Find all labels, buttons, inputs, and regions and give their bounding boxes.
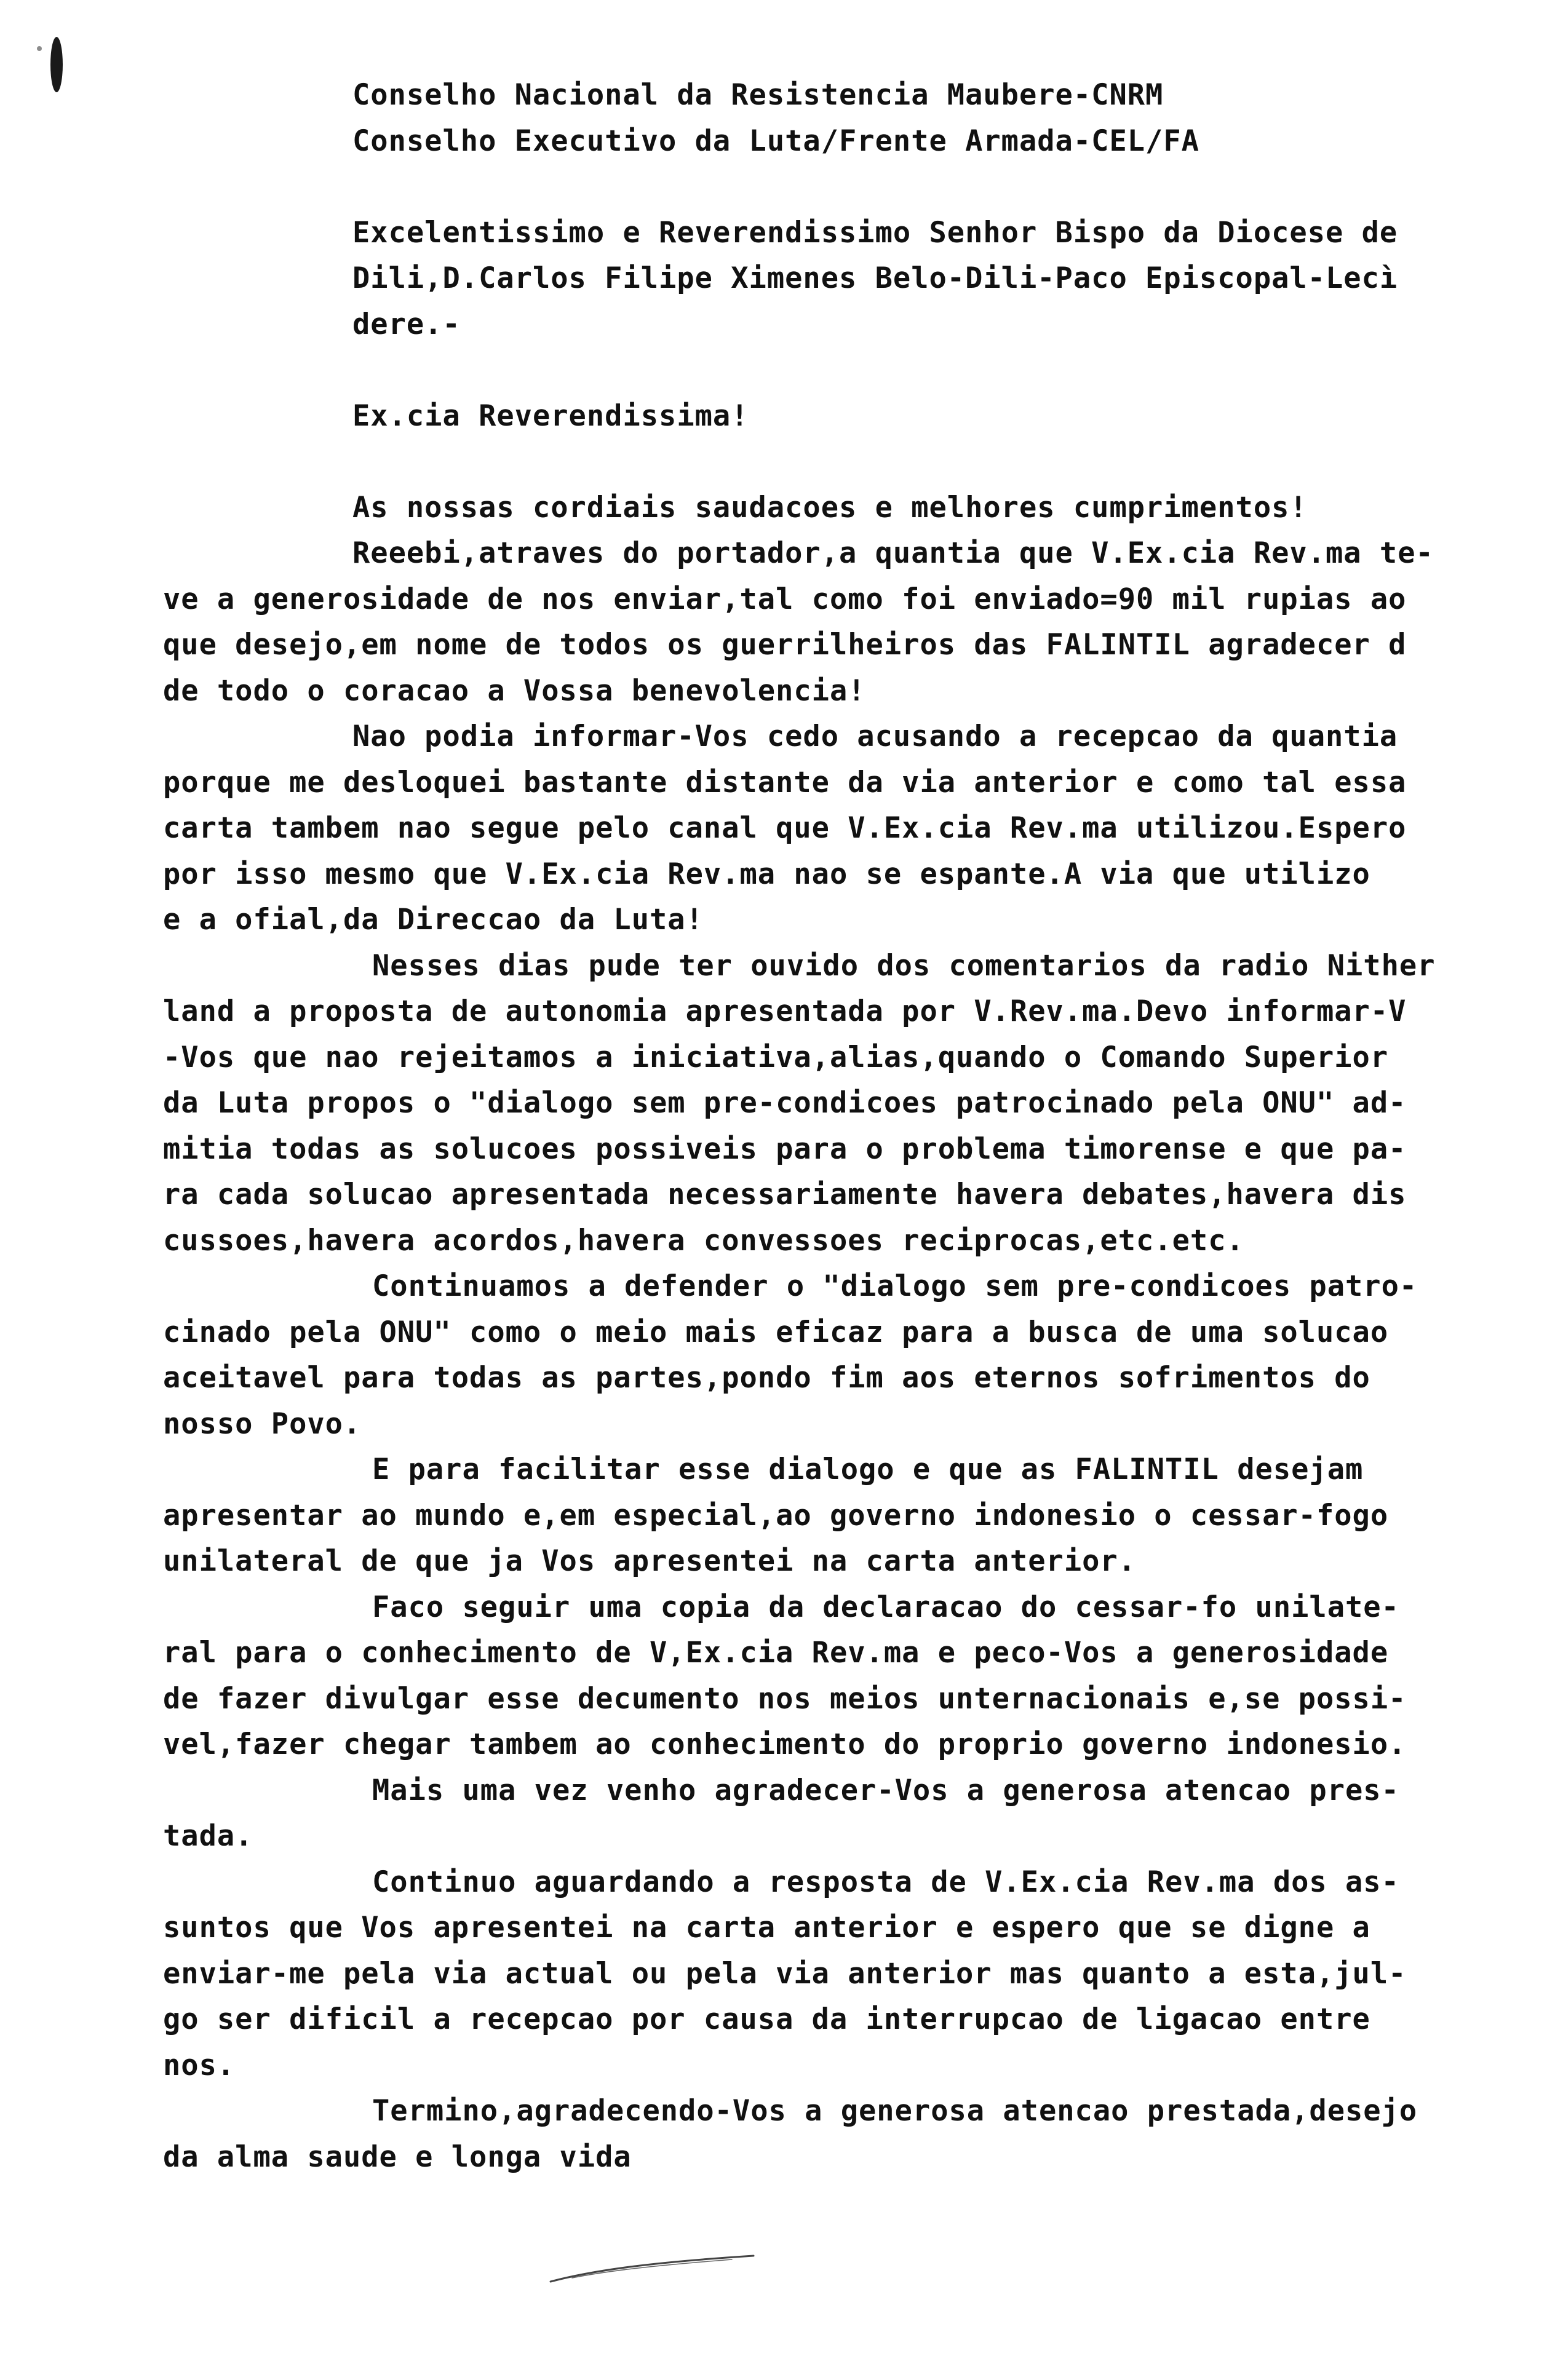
paragraph-4-line: da Luta propos o "dialogo sem pre-condicoes patrocinado pela ONU" ad-	[163, 1086, 1407, 1120]
salutation: Ex.cia Reverendissima!	[352, 399, 749, 433]
address-line-2: Dili,D.Carlos Filipe Ximenes Belo-Dili-Paco Episcopal-Lecì	[352, 261, 1398, 295]
paragraph-10-line: da alma saude e longa vida	[163, 2140, 632, 2174]
paragraph-5-line: cinado pela ONU" como o meio mais eficaz para a busca de uma solucao	[163, 1315, 1389, 1349]
ink-speck	[37, 46, 42, 51]
paragraph-5-line: aceitavel para todas as partes,pondo fim aos eternos sofrimentos do	[163, 1361, 1370, 1395]
paragraph-8-line: tada.	[163, 1819, 253, 1853]
paragraph-2-line: Reeebi,atraves do portador,a quantia que V.Ex.cia Rev.ma te-	[352, 536, 1434, 570]
pen-scratch	[547, 2251, 757, 2288]
paragraph-7-line: vel,fazer chegar tambem ao conhecimento do proprio governo indonesio.	[163, 1727, 1407, 1761]
ink-blot	[50, 37, 63, 92]
paragraph-2-line: que desejo,em nome de todos os guerrilheiros das FALINTIL agradecer d	[163, 628, 1407, 662]
paragraph-3-line: porque me desloquei bastante distante da via anterior e como tal essa	[163, 765, 1407, 799]
paragraph-9-line: nos.	[163, 2048, 236, 2082]
paragraph-3-line: carta tambem nao segue pelo canal que V.Ex.cia Rev.ma utilizou.Espero	[163, 811, 1407, 845]
paragraph-3-line: por isso mesmo que V.Ex.cia Rev.ma nao se espante.A via que utilizo	[163, 857, 1370, 891]
spacer	[163, 439, 1504, 485]
paragraph-3-line: e a ofial,da Direccao da Luta!	[163, 903, 704, 937]
paragraph-4-line: land a proposta de autonomia apresentada por V.Rev.ma.Devo informar-V	[163, 994, 1407, 1028]
address-line-3: dere.-	[352, 307, 461, 341]
paragraph-6-line: E para facilitar esse dialogo e que as FALINTIL desejam	[372, 1453, 1364, 1486]
paragraph-9-line: Continuo aguardando a resposta de V.Ex.cia Rev.ma dos as-	[372, 1865, 1399, 1899]
paragraph-6-line: apresentar ao mundo e,em especial,ao governo indonesio o cessar-fogo	[163, 1498, 1389, 1533]
paragraph-4-line: mitia todas as solucoes possiveis para o problema timorense e que pa-	[163, 1132, 1407, 1166]
paragraph-5-line: Continuamos a defender o "dialogo sem pre-condicoes patro-	[372, 1269, 1418, 1303]
paragraph-7-line: ral para o conhecimento de V,Ex.cia Rev.ma e peco-Vos a generosidade	[163, 1636, 1389, 1670]
paragraph-2-line: ve a generosidade de nos enviar,tal como foi enviado=90 mil rupias ao	[163, 582, 1407, 616]
paragraph-9-line: suntos que Vos apresentei na carta anterior e espero que se digne a	[163, 1911, 1370, 1945]
paragraph-4-line: -Vos que nao rejeitamos a iniciativa,alias,quando o Comando Superior	[163, 1040, 1389, 1074]
paragraph-7-line: de fazer divulgar esse decumento nos meios unternacionais e,se possi-	[163, 1681, 1407, 1716]
paragraph-7-line: Faco seguir uma copia da declaracao do cessar-fo unilate-	[372, 1590, 1399, 1624]
paragraph-2-line: de todo o coracao a Vossa benevolencia!	[163, 673, 866, 708]
address-line-1: Excelentissimo e Reverendissimo Senhor Bispo da Diocese de	[352, 215, 1398, 250]
paragraph-10-line: Termino,agradecendo-Vos a generosa atencao prestada,desejo	[372, 2094, 1418, 2128]
paragraph-9-line: enviar-me pela via actual ou pela via anterior mas quanto a esta,jul-	[163, 1956, 1407, 1991]
spacer	[163, 164, 1504, 210]
paragraph-1-line: As nossas cordiais saudacoes e melhores cumprimentos!	[352, 490, 1308, 525]
paragraph-6-line: unilateral de que ja Vos apresentei na carta anterior.	[163, 1544, 1137, 1578]
paragraph-8-line: Mais uma vez venho agradecer-Vos a generosa atencao pres-	[372, 1773, 1399, 1807]
header-line-1: Conselho Nacional da Resistencia Maubere-CNRM	[352, 78, 1164, 112]
letter-text	[163, 73, 1504, 2180]
paragraph-3-line: Nao podia informar-Vos cedo acusando a recepcao da quantia	[352, 720, 1398, 753]
header-line-2: Conselho Executivo da Luta/Frente Armada-CEL/FA	[352, 124, 1199, 158]
paragraph-9-line: go ser dificil a recepcao por causa da interrupcao de ligacao entre	[163, 2002, 1370, 2036]
paragraph-4-line: cussoes,havera acordos,havera convessoes reciprocas,etc.etc.	[163, 1223, 1244, 1258]
paragraph-4-line: ra cada solucao apresentada necessariamente havera debates,havera dis	[163, 1178, 1407, 1212]
paragraph-5-line: nosso Povo.	[163, 1406, 362, 1441]
paragraph-4-line: Nesses dias pude ter ouvido dos comentarios da radio Nither	[372, 948, 1436, 983]
spacer	[163, 347, 1504, 394]
